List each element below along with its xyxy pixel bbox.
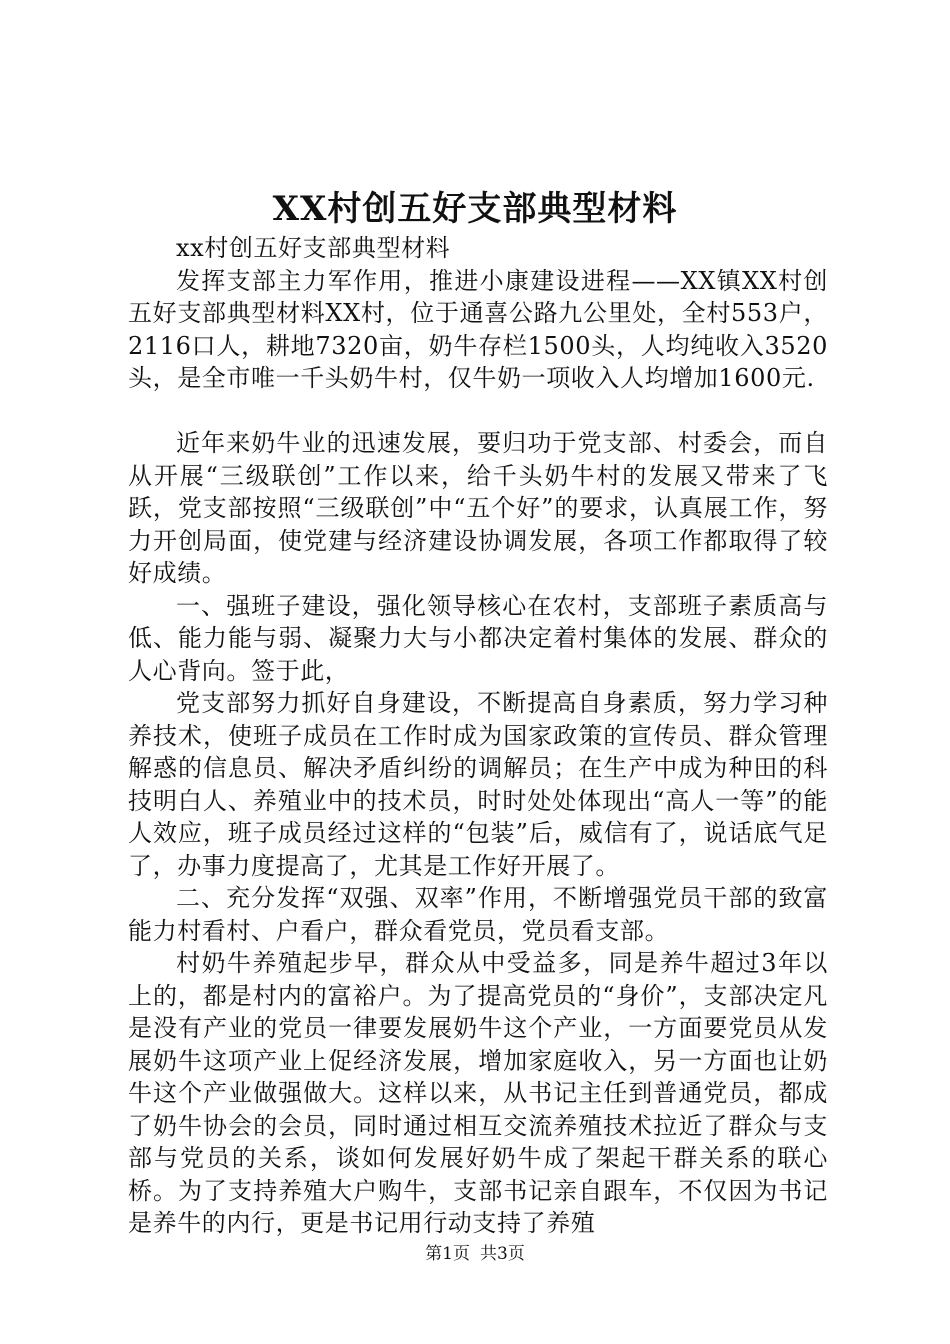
document-title: XX村创五好支部典型材料 [272,189,678,229]
body-paragraph: 近年来奶牛业的迅速发展，要归功于党支部、村委会，而自从开展“三级联创”工作以来，给千头奶牛村的发展又带来了飞跃，党支部按照“三级联创”中“五个好”的要求，认真展工作，努力开创局面，使党建与经济建设协调发展，各项工作都取得了较好成绩。 [128,429,828,587]
section-heading-paragraph: 一、强班子建设，强化领导核心在农村，支部班子素质高与低、能力能与弱、凝聚力大与小都决定着村集体的发展、群众的人心背向。签于此， [128,591,828,685]
section-heading-paragraph: 二、充分发挥“双强、双率”作用，不断增强党员干部的致富能力村看村、户看户，群众看党员，党员看支部。 [128,884,828,945]
page-total: 共3页 [480,1244,525,1264]
document-body [128,232,828,1240]
page-number: 第1页 [425,1244,470,1264]
body-paragraph: 党支部努力抓好自身建设，不断提高自身素质，努力学习种养技术，使班子成员在工作时成为国家政策的宣传员、群众管理解惑的信息员、解决矛盾纠纷的调解员；在生产中成为种田的科技明白人、养殖业中的技术员，时时处处体现出“高人一等”的能人效应，班子成员经过这样的“包装”后，威信有了，说话底气足了，办事力度提高了，尤其是工作好开展了。 [128,689,828,880]
subtitle-paragraph: xx村创五好支部典型材料 [176,234,451,262]
page-footer [0,1242,950,1266]
intro-paragraph: 发挥支部主力军作用，推进小康建设进程——XX镇XX村创五好支部典型材料XX村，位于通喜公路九公里处，全村553户，2116口人，耕地7320亩，奶牛存栏1500头，人均纯收入3520头，是全市唯一千头奶牛村，仅牛奶一项收入人均增加1600元. [128,266,828,392]
body-paragraph: 村奶牛养殖起步早，群众从中受益多，同是养牛超过3年以上的，都是村内的富裕户。为了提高党员的“身价”，支部决定凡是没有产业的党员一律要发展奶牛这个产业，一方面要党员从发展奶牛这项产业上促经济发展，增加家庭收入，另一方面也让奶牛这个产业做强做大。这样以来，从书记主任到普通党员，都成了奶牛协会的会员，同时通过相互交流养殖技术拉近了群众与支部与党员的关系，谈如何发展好奶牛成了架起干群关系的联心桥。为了支持养殖大户购牛，支部书记亲自跟车，不仅因为书记是养牛的内行，更是书记用行动支持了养殖 [128,949,828,1237]
